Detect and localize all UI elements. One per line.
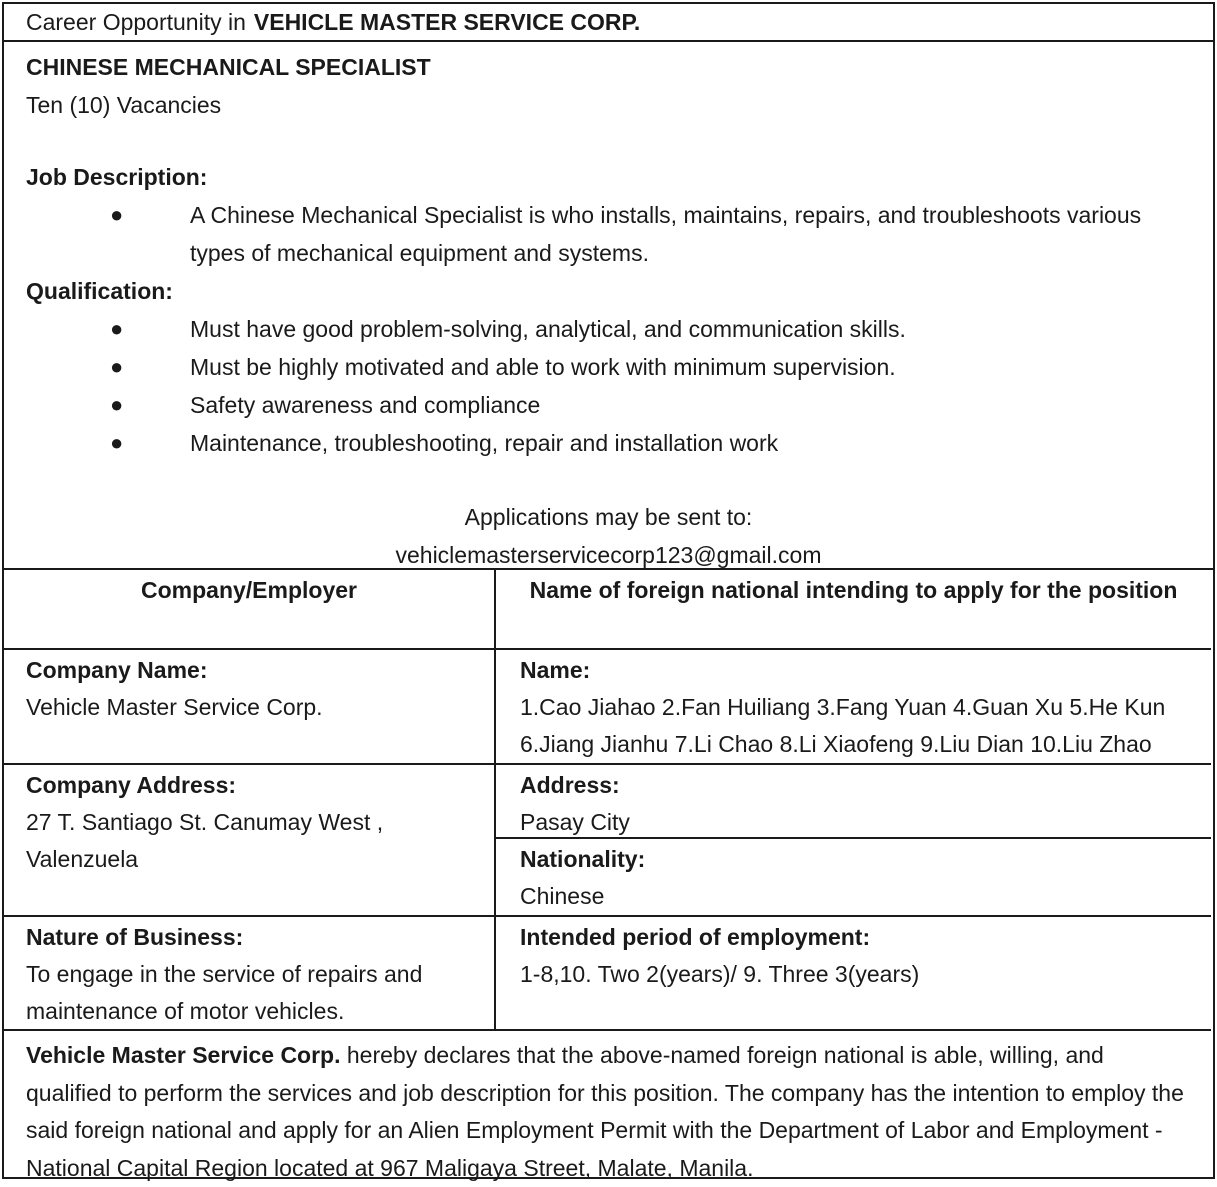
column-header-employer: Company/Employer bbox=[4, 570, 494, 650]
names-label: Name: bbox=[520, 657, 591, 683]
list-item: ● A Chinese Mechanical Specialist is who installs, maintains, repairs, and troubleshoots various types of mechanical equipment and systems. bbox=[26, 196, 1191, 272]
bullet-icon: ● bbox=[110, 316, 124, 341]
company-name-value: Vehicle Master Service Corp. bbox=[26, 694, 323, 720]
names-cell bbox=[494, 650, 1211, 765]
list-item: ● Safety awareness and compliance bbox=[26, 386, 1191, 424]
address-subcell bbox=[496, 765, 1211, 839]
job-posting-document bbox=[2, 2, 1215, 1179]
company-address-cell bbox=[4, 765, 494, 917]
business-label: Nature of Business: bbox=[26, 924, 244, 950]
company-address-line-2: Valenzuela bbox=[26, 846, 139, 872]
company-address-line-1: 27 T. Santiago St. Canumay West , bbox=[26, 809, 384, 835]
bullet-icon: ● bbox=[110, 430, 124, 455]
period-cell bbox=[494, 917, 1211, 1031]
nationality-value: Chinese bbox=[520, 883, 605, 909]
declaration-text: hereby declares that the above-named foreign national is able, willing, and qualified to perform the services and job description for this position. The company has the intention to employ the said foreign national and apply for an Alien Employment Permit with the Department of Labor and Employment - National Capital Region located at 967 Maligaya Street, Malate, Manila. bbox=[26, 1042, 1184, 1181]
title-company: VEHICLE MASTER SERVICE CORP. bbox=[253, 9, 641, 35]
job-title: CHINESE MECHANICAL SPECIALIST bbox=[26, 54, 431, 80]
bullet-icon: ● bbox=[110, 392, 124, 417]
application-line: Applications may be sent to: bbox=[464, 504, 753, 530]
business-value: To engage in the service of repairs and maintenance of motor vehicles. bbox=[26, 961, 423, 1024]
period-label: Intended period of employment: bbox=[520, 924, 871, 950]
address-value: Pasay City bbox=[520, 809, 630, 835]
qualification-list bbox=[26, 310, 1191, 462]
company-name-label: Company Name: bbox=[26, 657, 208, 683]
nationality-subcell bbox=[496, 839, 1211, 915]
qualification-heading: Qualification: bbox=[26, 278, 173, 304]
application-info bbox=[4, 498, 1213, 574]
declaration bbox=[4, 1031, 1213, 1187]
list-item: ● Must have good problem-solving, analytical, and communication skills. bbox=[26, 310, 1191, 348]
nationality-label: Nationality: bbox=[520, 846, 646, 872]
column-header-foreign-national: Name of foreign national intending to apply for the position bbox=[494, 570, 1211, 650]
job-description-heading: Job Description: bbox=[26, 164, 208, 190]
title-prefix: Career Opportunity in bbox=[26, 9, 246, 35]
list-item: ● Must be highly motivated and able to work with minimum supervision. bbox=[26, 348, 1191, 386]
details-table bbox=[4, 570, 1213, 1031]
company-name-cell bbox=[4, 650, 494, 765]
period-value: 1-8,10. Two 2(years)/ 9. Three 3(years) bbox=[520, 961, 920, 987]
title-row bbox=[4, 4, 1213, 42]
bullet-icon: ● bbox=[110, 354, 124, 379]
names-line-2: 6.Jiang Jianhu 7.Li Chao 8.Li Xiaofeng 9.Liu Dian 10.Liu Zhao bbox=[520, 731, 1152, 757]
company-address-label: Company Address: bbox=[26, 772, 237, 798]
bullet-icon: ● bbox=[110, 202, 124, 227]
address-label: Address: bbox=[520, 772, 620, 798]
application-email: vehiclemasterservicecorp123@gmail.com bbox=[395, 542, 822, 568]
address-nationality-cell bbox=[494, 765, 1211, 917]
list-item: ● Maintenance, troubleshooting, repair and installation work bbox=[26, 424, 1191, 462]
names-line-1: 1.Cao Jiahao 2.Fan Huiliang 3.Fang Yuan 4.Guan Xu 5.He Kun bbox=[520, 694, 1166, 720]
posting-section bbox=[4, 42, 1213, 570]
declaration-company: Vehicle Master Service Corp. bbox=[26, 1042, 341, 1068]
business-cell bbox=[4, 917, 494, 1031]
vacancies: Ten (10) Vacancies bbox=[26, 92, 222, 118]
job-description-list bbox=[26, 196, 1191, 272]
